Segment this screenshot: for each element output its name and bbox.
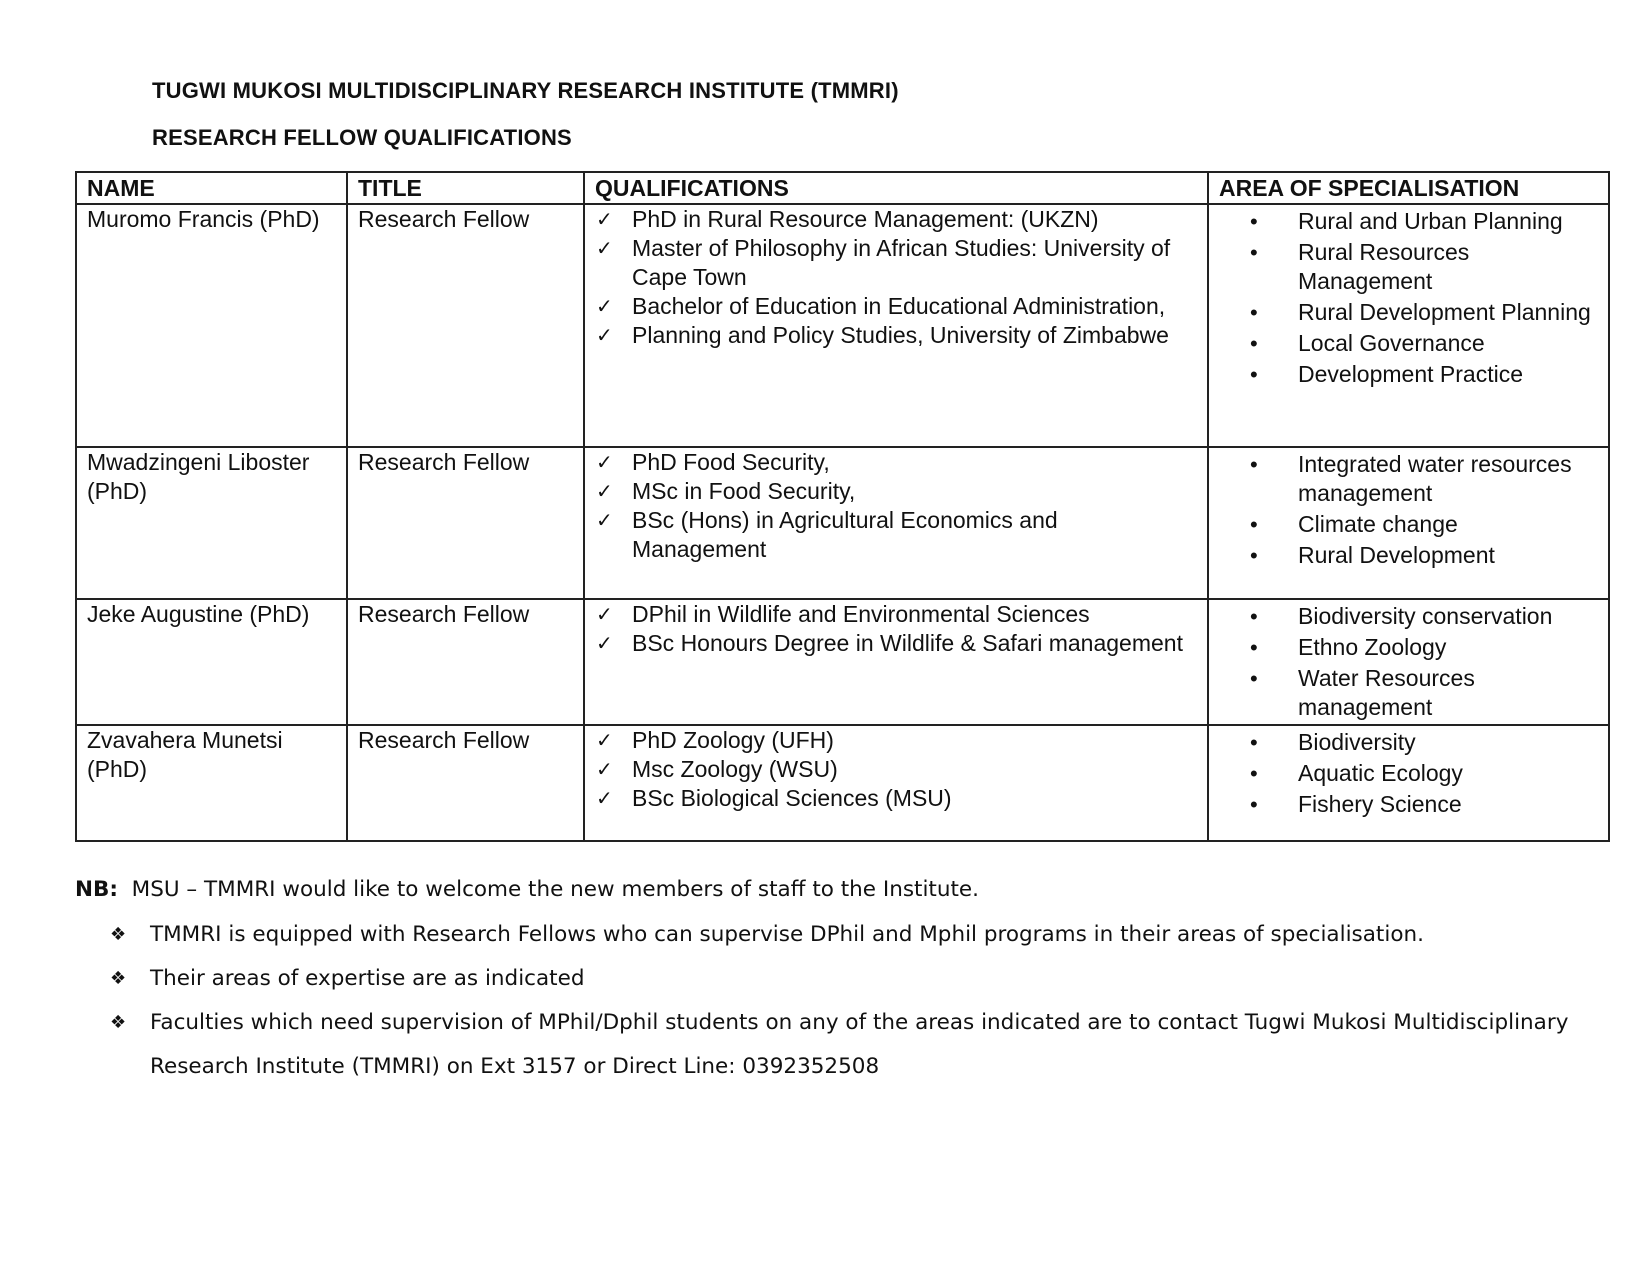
specialisation-item [1250,664,1598,722]
qualification-item [596,321,1197,350]
bullet-dot-icon: • [1250,761,1258,786]
specialisation-item [1250,759,1598,788]
bullet-dot-icon: • [1250,452,1258,477]
fellow-qualifications [584,447,1208,599]
qualification-text: PhD Zoology (UFH) [632,727,834,753]
specialisation-list [1219,602,1598,722]
specialisation-text: Water Resources management [1298,665,1475,720]
bullet-dot-icon: • [1250,362,1258,387]
fellow-qualifications [584,725,1208,841]
qualification-text: Msc Zoology (WSU) [632,756,838,782]
check-mark-icon: ✓ [596,508,613,532]
table-row [76,447,1609,599]
check-mark-icon: ✓ [596,728,613,752]
specialisation-text: Aquatic Ecology [1298,760,1463,786]
qualification-text: MSc in Food Security, [632,478,856,504]
notes-list [75,913,1575,1089]
fellow-qualifications [584,204,1208,447]
bullet-dot-icon: • [1250,543,1258,568]
note-item [110,913,1575,957]
qualification-item [596,629,1197,658]
qualification-item [596,755,1197,784]
fellow-title: Research Fellow [347,447,584,599]
qualification-text: BSc Honours Degree in Wildlife & Safari management [632,630,1183,656]
table-row [76,725,1609,841]
qualification-item [596,600,1197,629]
specialisation-text: Rural Resources Management [1298,239,1470,294]
specialisation-item [1250,360,1598,389]
specialisation-item [1250,298,1598,327]
fellows-table [75,171,1610,842]
qualification-item [596,477,1197,506]
specialisation-item [1250,728,1598,757]
qualification-item [596,234,1197,292]
fellow-title: Research Fellow [347,599,584,725]
specialisation-item [1250,207,1598,236]
qualification-item [596,784,1197,813]
specialisation-item [1250,329,1598,358]
check-mark-icon: ✓ [596,236,613,260]
check-mark-icon: ✓ [596,757,613,781]
fellow-areas [1208,725,1609,841]
fellow-areas [1208,599,1609,725]
qualification-text: BSc (Hons) in Agricultural Economics and Management [632,507,1058,562]
specialisation-text: Climate change [1298,511,1458,537]
qualification-item [596,205,1197,234]
specialisation-item [1250,510,1598,539]
table-header-row [76,172,1609,204]
specialisation-list [1219,728,1598,819]
table-row [76,204,1609,447]
note-item [110,957,1575,1001]
qualification-item [596,726,1197,755]
specialisation-list [1219,450,1598,570]
check-mark-icon: ✓ [596,207,613,231]
check-mark-icon: ✓ [596,294,613,318]
qualification-item [596,506,1197,564]
qualification-text: Bachelor of Education in Educational Administration, [632,293,1166,319]
note-text: Their areas of expertise are as indicated [150,966,585,991]
qualification-text: Planning and Policy Studies, University of Zimbabwe [632,322,1169,348]
bullet-dot-icon: • [1250,331,1258,356]
qualification-text: BSc Biological Sciences (MSU) [632,785,952,811]
specialisation-item [1250,450,1598,508]
check-mark-icon: ✓ [596,786,613,810]
note-text: TMMRI is equipped with Research Fellows who can supervise DPhil and Mphil programs in their areas of specialisation. [150,922,1424,947]
qualification-list [595,726,1197,813]
check-mark-icon: ✓ [596,323,613,347]
notes-section [75,877,1575,1089]
check-mark-icon: ✓ [596,631,613,655]
qualification-text: PhD in Rural Resource Management: (UKZN) [632,206,1099,232]
four-diamond-bullet-icon: ❖ [110,1012,127,1033]
specialisation-text: Local Governance [1298,330,1485,356]
qualification-item [596,448,1197,477]
fellow-title: Research Fellow [347,725,584,841]
header-qualifications: QUALIFICATIONS [584,172,1208,204]
header-area: AREA OF SPECIALISATION [1208,172,1609,204]
qualification-text: Master of Philosophy in African Studies: University of Cape Town [632,235,1171,290]
nb-line [75,877,1575,902]
fellow-name: Muromo Francis (PhD) [76,204,347,447]
fellow-areas [1208,447,1609,599]
bullet-dot-icon: • [1250,604,1258,629]
page-subheading: RESEARCH FELLOW QUALIFICATIONS [152,125,572,150]
nb-label: NB: [75,877,118,902]
fellow-title: Research Fellow [347,204,584,447]
bullet-dot-icon: • [1250,209,1258,234]
bullet-dot-icon: • [1250,792,1258,817]
check-mark-icon: ✓ [596,450,613,474]
specialisation-item [1250,238,1598,296]
specialisation-text: Rural and Urban Planning [1298,208,1563,234]
bullet-dot-icon: • [1250,730,1258,755]
fellow-qualifications [584,599,1208,725]
qualification-list [595,448,1197,564]
bullet-dot-icon: • [1250,240,1258,265]
header-title: TITLE [347,172,584,204]
institute-heading: TUGWI MUKOSI MULTIDISCIPLINARY RESEARCH INSTITUTE (TMMRI) [152,78,899,103]
nb-text: MSU – TMMRI would like to welcome the new members of staff to the Institute. [131,877,979,902]
bullet-dot-icon: • [1250,512,1258,537]
specialisation-text: Rural Development Planning [1298,299,1591,325]
specialisation-text: Integrated water resources management [1298,451,1572,506]
four-diamond-bullet-icon: ❖ [110,924,127,945]
specialisation-text: Biodiversity [1298,729,1416,755]
table-row [76,599,1609,725]
specialisation-item [1250,633,1598,662]
qualification-list [595,600,1197,658]
check-mark-icon: ✓ [596,602,613,626]
specialisation-text: Biodiversity conservation [1298,603,1553,629]
fellow-areas [1208,204,1609,447]
specialisation-text: Rural Development [1298,542,1495,568]
fellow-name: Mwadzingeni Liboster (PhD) [76,447,347,599]
bullet-dot-icon: • [1250,666,1258,691]
note-item [110,1001,1575,1089]
header-name: NAME [76,172,347,204]
qualification-text: PhD Food Security, [632,449,830,475]
specialisation-text: Development Practice [1298,361,1523,387]
check-mark-icon: ✓ [596,479,613,503]
qualification-list [595,205,1197,350]
fellow-name: Jeke Augustine (PhD) [76,599,347,725]
specialisation-item [1250,790,1598,819]
qualification-item [596,292,1197,321]
four-diamond-bullet-icon: ❖ [110,968,127,989]
specialisation-item [1250,602,1598,631]
specialisation-item [1250,541,1598,570]
note-text: Faculties which need supervision of MPhil/Dphil students on any of the areas indicated are to contact Tugwi Mukosi Multidisciplinary Research Institute (TMMRI) on Ext 3157 or Direct Line: 0392352508 [150,1010,1569,1079]
bullet-dot-icon: • [1250,635,1258,660]
qualification-text: DPhil in Wildlife and Environmental Sciences [632,601,1090,627]
specialisation-list [1219,207,1598,389]
bullet-dot-icon: • [1250,300,1258,325]
fellow-name: Zvavahera Munetsi (PhD) [76,725,347,841]
specialisation-text: Fishery Science [1298,791,1462,817]
specialisation-text: Ethno Zoology [1298,634,1447,660]
